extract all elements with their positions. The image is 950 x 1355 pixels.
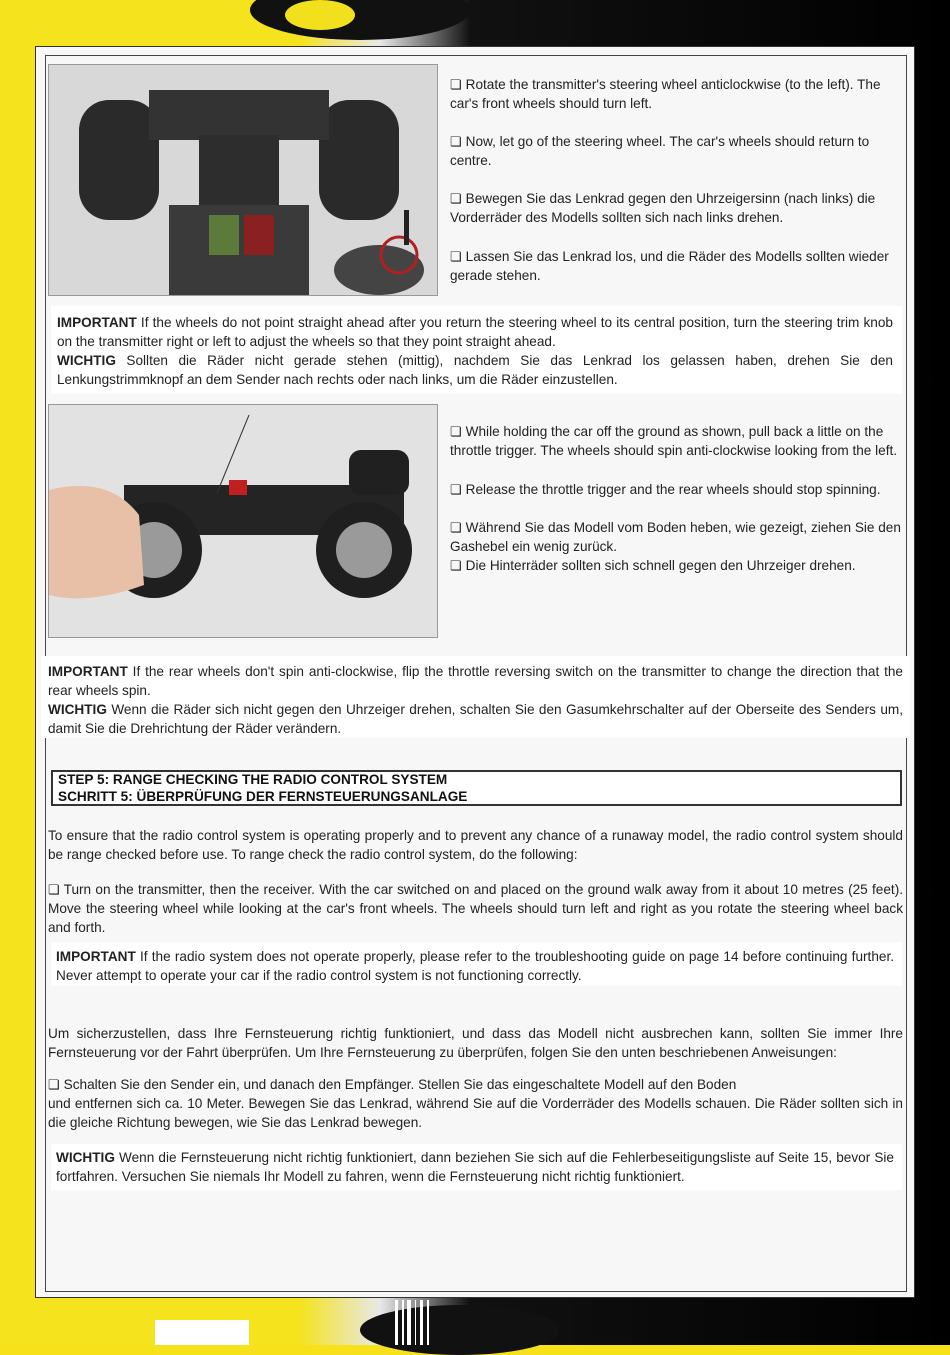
checkbox-icon: ❏ xyxy=(450,134,462,149)
range-bullet-en: ❏ Turn on the transmitter, then the receiver. With the car switched on and placed on the ground walk away from it about 10 metres (25 feet). Move the steering wheel while looking at the car's front wheels. The wheels should turn left and right as you rotate the steering wheel back and forth. xyxy=(48,882,903,935)
range-important-en: IMPORTANT If the radio system does not operate properly, please refer to the troubleshooting guide on page 14 before continuing further. Never attempt to operate your car if the radio control system is not functioning correctly. xyxy=(56,949,894,983)
steering-photo xyxy=(48,64,438,296)
page-number-area xyxy=(155,1320,249,1345)
checkbox-icon: ❏ xyxy=(450,520,462,535)
section2-bullet-1: ❏ While holding the car off the ground as shown, pull back a little on the throttle trigger. The wheels should spin anti-clockwise looking from the left. xyxy=(450,424,898,458)
checkbox-icon: ❏ xyxy=(48,882,60,897)
section1-bullet-4: ❏ Lassen Sie das Lenkrad los, und die Räder des Modells sollten wieder gerade stehen. xyxy=(450,249,889,283)
throttle-photo xyxy=(48,404,438,638)
range-important-de: WICHTIG Wenn die Fernsteuerung nicht richtig funktioniert, dann beziehen Sie sich auf die Fehlerbeseitigungsliste auf Seite 15, bevor Sie fortfahren. Versuchen Sie niemals Ihr Modell zu fahren, wenn die Fernsteuerung nicht richtig funktioniert. xyxy=(56,1150,894,1184)
section1-bullet-3: ❏ Bewegen Sie das Lenkrad gegen den Uhrzeigersinn (nach links) die Vorderräder des Modells sollten sich nach links drehen. xyxy=(450,191,876,225)
section2-bullet-3: ❏ Während Sie das Modell vom Boden heben, wie gezeigt, ziehen Sie den Gashebel ein wenig zurück. xyxy=(450,520,901,554)
barcode-decoration xyxy=(395,1300,515,1345)
step5-heading-box xyxy=(51,770,902,806)
important-1-de: WICHTIG Sollten die Räder nicht gerade stehen (mittig), nachdem Sie das Lenkrad los gelassen haben, drehen Sie den Lenkungstrimmknopf an dem Sender nach rechts oder nach links, um die Räder einzustellen. xyxy=(57,353,893,387)
checkbox-icon: ❏ xyxy=(450,191,462,206)
yellow-splatter-top xyxy=(285,0,355,30)
step5-title-en: STEP 5: RANGE CHECKING THE RADIO CONTROL SYSTEM xyxy=(58,772,448,787)
range-bullet-de-line1: ❏ Schalten Sie den Sender ein, und danach den Empfänger. Stellen Sie das eingeschaltete Modell auf den Boden xyxy=(48,1077,737,1092)
checkbox-icon: ❏ xyxy=(450,482,462,497)
checkbox-icon: ❏ xyxy=(450,249,462,264)
section1-bullet-1: ❏ Rotate the transmitter's steering wheel anticlockwise (to the left). The car's front wheels should turn left. xyxy=(450,77,881,111)
range-intro-en: To ensure that the radio control system is operating properly and to prevent any chance of a runaway model, the radio control system should be range checked before use. To range check the radio control system, do the following: xyxy=(48,828,903,862)
checkbox-icon: ❏ xyxy=(450,558,462,573)
checkbox-icon: ❏ xyxy=(450,77,462,92)
important-2-de: WICHTIG Wenn die Räder sich nicht gegen den Uhrzeiger drehen, schalten Sie den Gasumkehrschalter auf der Oberseite des Senders um, damit Sie die Drehrichtung der Räder verändern. xyxy=(48,702,903,736)
section1-bullet-2: ❏ Now, let go of the steering wheel. The car's wheels should return to centre. xyxy=(450,134,870,168)
checkbox-icon: ❏ xyxy=(450,424,462,439)
section2-bullet-2: ❏ Release the throttle trigger and the rear wheels should stop spinning. xyxy=(450,482,881,497)
important-2-en: IMPORTANT If the rear wheels don't spin anti-clockwise, flip the throttle reversing switch on the transmitter to change the direction that the rear wheels spin. xyxy=(48,664,903,698)
section2-bullet-4: ❏ Die Hinterräder sollten sich schnell gegen den Uhrzeiger drehen. xyxy=(450,558,856,573)
range-bullet-de-rest: und entfernen sich ca. 10 Meter. Bewegen Sie das Lenkrad, während Sie auf die Vorderräder des Modells schauen. Die Räder sollten sich in die gleiche Richtung bewegen, wie Sie das Lenkrad bewegen. xyxy=(48,1096,903,1130)
important-1-en: IMPORTANT If the wheels do not point straight ahead after you return the steering wheel to its central position, turn the steering trim knob on the transmitter right or left to adjust the wheels so that they point straight ahead. xyxy=(57,315,893,349)
range-intro-de: Um sicherzustellen, dass Ihre Fernsteuerung richtig funktioniert, und dass das Modell nicht ausbrechen kann, sollten Sie immer Ihre Fernsteuerung vor der Fahrt überprüfen. Um Ihre Fernsteuerung zu überprüfen, folgen Sie den unten beschriebenen Anweisungen: xyxy=(48,1026,903,1060)
checkbox-icon: ❏ xyxy=(48,1077,60,1092)
step5-title-de: SCHRITT 5: ÜBERPRÜFUNG DER FERNSTEUERUNGSANLAGE xyxy=(58,789,468,804)
